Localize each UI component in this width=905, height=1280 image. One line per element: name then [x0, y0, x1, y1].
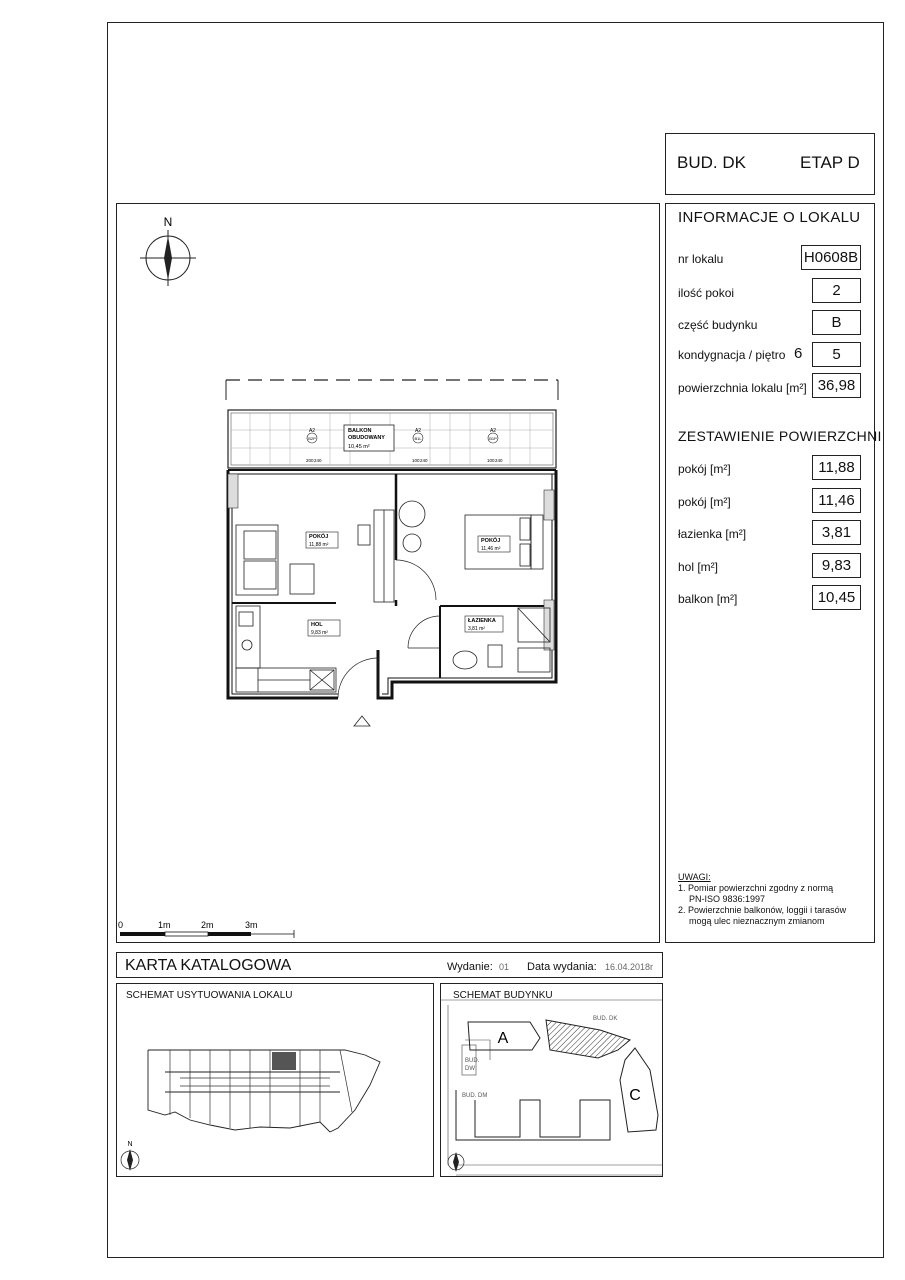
window-dim-3b: 240 — [495, 458, 503, 463]
room1-area-value: 11,88 — [812, 455, 861, 480]
floor-label: kondygnacja / piętro — [678, 348, 786, 362]
left-north-icon — [121, 1141, 139, 1171]
scale-1m: 1m — [158, 920, 171, 930]
unit-area-value: 36,98 — [812, 373, 861, 398]
hall-area-value: 9,83 — [812, 553, 861, 578]
room2-area-value: 11,46 — [812, 488, 861, 513]
note-line-1: 1. Pomiar powierzchni zgodny z normą — [678, 883, 834, 893]
window-dim-2b: 240 — [420, 458, 428, 463]
entrance-icon — [354, 716, 370, 726]
unit-number-label: nr lokalu — [678, 252, 724, 266]
bathroom-area-value: 3,81 — [812, 520, 861, 545]
room2-label — [478, 536, 510, 552]
footer-panel — [116, 952, 663, 978]
room2-name: POKÓJ — [481, 538, 501, 544]
note-line-3: 2. Powierzchnie balkonów, loggii i tarasów — [678, 905, 847, 915]
building-dk-label: BUD. DK — [593, 1016, 618, 1022]
location-schema-drawing — [116, 983, 434, 1177]
balcony-area-value: 10,45 — [812, 585, 861, 610]
bathroom-area: 3,81 m² — [468, 626, 485, 632]
table-round — [399, 501, 425, 527]
rooms-count-value: 2 — [812, 278, 861, 303]
floor-plan — [116, 203, 660, 943]
storey-value: 6 — [794, 345, 803, 362]
building-part-label: część budynku — [678, 318, 758, 332]
areas-title: ZESTAWIENIE POWIERZCHNI — [678, 428, 882, 444]
bathroom-name: ŁAZIENKA — [468, 618, 496, 624]
kitchen — [236, 606, 336, 692]
unit-highlight — [272, 1052, 296, 1070]
building-label: BUD. DK — [677, 153, 746, 172]
info-title: INFORMACJE O LOKALU — [678, 209, 861, 226]
scale-0: 0 — [118, 920, 124, 930]
window-dim-3a: 100 — [487, 458, 495, 463]
doors — [338, 560, 440, 698]
scale-2m: 2m — [201, 920, 214, 930]
bathroom-area-label: łazienka [m²] — [678, 527, 747, 541]
building-schema-drawing — [440, 983, 663, 1177]
window-tag-2 — [412, 428, 428, 463]
building-schema-title: SCHEMAT BUDYNKU — [453, 990, 553, 1001]
header-box — [665, 133, 875, 195]
room2-area-label: pokój [m²] — [678, 495, 731, 509]
window-dim-1a: 200 — [306, 458, 314, 463]
bathroom-label — [465, 616, 503, 632]
wall-hatches — [228, 474, 554, 650]
balcony-name-2: OBUDOWANY — [348, 435, 385, 441]
armchair — [290, 564, 314, 594]
sofa — [236, 525, 278, 595]
note-line-4: mogą ulec nieznacznym zmianom — [689, 916, 825, 926]
window-dim-1b: 240 — [314, 458, 322, 463]
building-dm-label: BUD. DM — [462, 1093, 488, 1099]
unit-area-label: powierzchnia lokalu [m²] — [678, 381, 807, 395]
room1-label — [306, 532, 338, 548]
room1-area-label: pokój [m²] — [678, 462, 731, 476]
unit-number-value: H0608B — [801, 245, 861, 270]
left-north-label: N — [127, 1141, 133, 1148]
window-code-3: A2 — [489, 428, 497, 434]
notes — [678, 872, 846, 927]
date-value: 16.04.2018r — [605, 962, 654, 972]
right-north-icon — [448, 1152, 464, 1172]
balcony-name: BALKON — [348, 428, 372, 434]
building-dw-label-2: DW — [465, 1066, 475, 1072]
notes-title: UWAGI: — [678, 872, 711, 882]
window-sub-3: B1P — [489, 436, 497, 441]
info-panel — [665, 203, 882, 943]
window-dim-2a: 100 — [412, 458, 420, 463]
window-sub-2: B1L — [414, 436, 422, 441]
hall-name: HOL — [311, 622, 323, 628]
north-arrow-icon — [140, 215, 196, 286]
window-tag-1 — [306, 428, 322, 463]
room2-area: 11,46 m² — [481, 546, 501, 552]
building-dw-label-1: BUD. — [465, 1058, 480, 1064]
floor-value: 5 — [812, 342, 861, 367]
building-c-label: C — [629, 1087, 641, 1104]
rooms-count-label: ilość pokoi — [678, 286, 735, 300]
hall-label — [308, 620, 340, 636]
north-label: N — [163, 215, 173, 229]
location-schema-title: SCHEMAT USYTUOWANIA LOKALU — [126, 990, 293, 1001]
window-sub-1: B2P — [308, 436, 316, 441]
chair-round — [403, 534, 421, 552]
apartment-walls — [228, 470, 556, 698]
scale-bar — [118, 920, 294, 938]
building-a-label: A — [497, 1030, 509, 1047]
window-code-2: A2 — [414, 428, 422, 434]
hall-area-label: hol [m²] — [678, 560, 719, 574]
wardrobe — [358, 510, 394, 602]
edition-value: 01 — [499, 962, 510, 972]
stage-label: ETAP D — [800, 153, 860, 172]
window-code-1: A2 — [308, 428, 316, 434]
building-part-value: B — [812, 310, 861, 335]
canopy-outline — [226, 380, 558, 400]
balcony-area-label: balkon [m²] — [678, 592, 738, 606]
edition-label: Wydanie: — [447, 961, 493, 973]
room1-name: POKÓJ — [309, 534, 329, 540]
scale-3m: 3m — [245, 920, 258, 930]
hall-area: 9,83 m² — [311, 630, 328, 636]
balcony — [228, 410, 556, 468]
room1-area: 11,88 m² — [309, 542, 329, 548]
balcony-area: 10,45 m² — [348, 444, 370, 450]
date-label: Data wydania: — [527, 961, 597, 973]
note-line-2: PN-ISO 9836:1997 — [689, 894, 766, 904]
window-tag-3 — [487, 428, 503, 463]
catalog-title: KARTA KATALOGOWA — [125, 957, 292, 974]
